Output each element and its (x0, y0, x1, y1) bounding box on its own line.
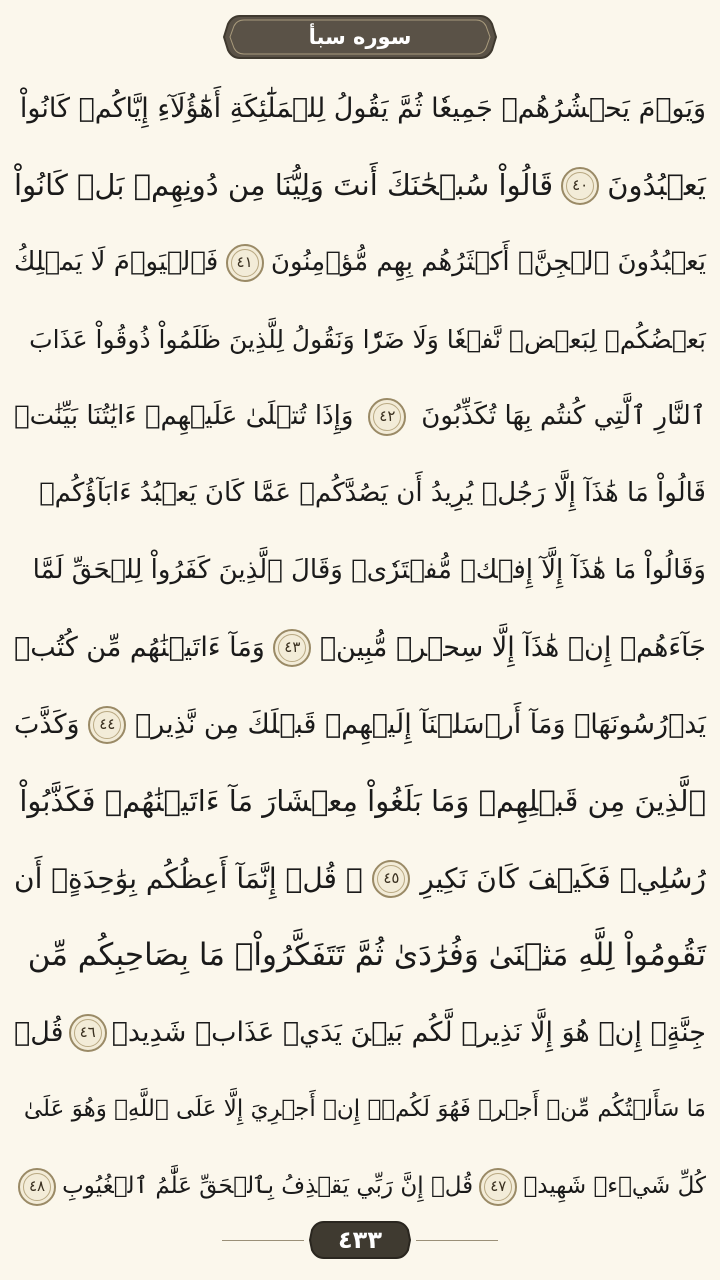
verse-text: ۞ قُلۡ إِنَّمَآ أَعِظُكُم بِوَٰحِدَةٍۖ أَن (14, 862, 363, 895)
verse-line (14, 763, 706, 840)
verse-text: قَالُواْ سُبۡحَٰنَكَ أَنتَ وَلِيُّنَا مِن دُونِهِمۖ بَلۡ كَانُواْ (14, 168, 554, 202)
verse-text: وَمَآ ءَاتَيۡنَٰهُم مِّن كُتُبٖ (14, 632, 265, 663)
ayah-number-marker: ٤٢ (368, 398, 406, 436)
verse-text: ٱلَّذِينَ مِن قَبۡلِهِمۡ وَمَا بَلَغُواْ مِعۡشَارَ مَآ ءَاتَيۡنَٰهُمۡ فَكَذَّبُواْ (19, 784, 706, 818)
verse-lines (14, 70, 706, 1225)
verse-text: مَا سَأَلۡتُكُم مِّنۡ أَجۡرٖ فَهُوَ لَكُمۡۖ إِنۡ أَجۡرِيَ إِلَّا عَلَى ٱللَّهِۖ وَهُوَ عَلَىٰ (23, 1096, 706, 1122)
verse-text: كُلِّ شَيۡءٖ شَهِيدٞ (523, 1173, 706, 1199)
verse-line (14, 301, 706, 378)
verse-text: وَإِذَا تُتۡلَىٰ عَلَيۡهِمۡ ءَايَٰتُنَا بَيِّنَٰتٖ (14, 401, 354, 431)
verse-line (14, 609, 706, 686)
verse-text: ٱلنَّارِ ٱلَّتِي كُنتُم بِهَا تُكَذِّبُونَ (421, 401, 706, 431)
ayah-number-marker: ٤١ (226, 244, 264, 282)
verse-text: يَعۡبُدُونَ (607, 168, 706, 202)
verse-text: وَكَذَّبَ (14, 709, 80, 740)
ayah-number-marker: ٤٧ (479, 1168, 517, 1206)
verse-text: بَعۡضُكُمۡ لِبَعۡضٖ نَّفۡعٗا وَلَا ضَرّٗا وَنَقُولُ لِلَّذِينَ ظَلَمُواْ ذُوقُواْ عَذَابَ (29, 325, 706, 354)
verse-line (14, 1071, 706, 1148)
sura-header (222, 14, 498, 60)
verse-text: فَٱلۡيَوۡمَ لَا يَمۡلِكُ (14, 247, 219, 277)
ayah-number-marker: ٤٤ (88, 706, 126, 744)
verse-text: جِنَّةٍۚ إِنۡ هُوَ إِلَّا نَذِيرٞ لَّكُم بَيۡنَ يَدَيۡ عَذَابٖ شَدِيدٖ (111, 1017, 706, 1048)
verse-text: وَيَوۡمَ يَحۡشُرُهُمۡ جَمِيعٗا ثُمَّ يَقُولُ لِلۡمَلَٰٓئِكَةِ أَهَٰٓؤُلَآءِ إِيَّاكُمۡ كَانُواْ (19, 93, 706, 124)
verse-line (14, 686, 706, 763)
verse-text: قُلۡ إِنَّ رَبِّي يَقۡذِفُ بِٱلۡحَقِّ عَلَّٰمُ ٱلۡغُيُوبِ (62, 1173, 474, 1199)
verse-line (14, 378, 706, 455)
verse-line (14, 70, 706, 147)
verse-text: قُلۡ (14, 1017, 64, 1048)
verse-line (14, 455, 706, 532)
verse-line (14, 994, 706, 1071)
page-number: ٤٣٣ (338, 1226, 382, 1254)
verse-line (14, 224, 706, 301)
verse-line (14, 1148, 706, 1225)
verse-text: قَالُواْ مَا هَٰذَآ إِلَّا رَجُلٞ يُرِيدُ أَن يَصُدَّكُمۡ عَمَّا كَانَ يَعۡبُدُ ءَابَآؤُكُمۡ (39, 478, 706, 508)
verse-text: يَعۡبُدُونَ ٱلۡجِنَّۖ أَكۡثَرُهُم بِهِم مُّؤۡمِنُونَ (270, 247, 706, 277)
page-footer (0, 1216, 720, 1264)
page-number-badge (308, 1220, 412, 1260)
verse-line (14, 840, 706, 917)
footer-rule-right (416, 1240, 498, 1241)
verse-text: يَدۡرُسُونَهَاۖ وَمَآ أَرۡسَلۡنَآ إِلَيۡهِمۡ قَبۡلَكَ مِن نَّذِيرٖ (135, 709, 706, 740)
ayah-number-marker: ٤٨ (18, 1168, 56, 1206)
verse-text: وَقَالُواْ مَا هَٰذَآ إِلَّآ إِفۡكٞ مُّفۡتَرٗىۚ وَقَالَ ٱلَّذِينَ كَفَرُواْ لِلۡحَقِّ لَمَّا (32, 555, 706, 585)
ayah-number-marker: ٤٣ (273, 629, 311, 667)
verse-line (14, 532, 706, 609)
ayah-number-marker: ٤٦ (69, 1014, 107, 1052)
verse-text: رُسُلِيۖ فَكَيۡفَ كَانَ نَكِيرِ (420, 862, 706, 895)
ayah-number-marker: ٤٥ (372, 860, 410, 898)
verse-text: تَقُومُواْ لِلَّهِ مَثۡنَىٰ وَفُرَٰدَىٰ ثُمَّ تَتَفَكَّرُواْۚ مَا بِصَاحِبِكُم مِّن (27, 937, 706, 973)
ayah-number-marker: ٤٠ (561, 167, 599, 205)
sura-title: سوره سبأ (308, 25, 412, 49)
verse-line (14, 147, 706, 224)
footer-rule-left (222, 1240, 304, 1241)
verse-text: جَآءَهُمۡ إِنۡ هَٰذَآ إِلَّا سِحۡرٞ مُّبِينٞ (319, 632, 706, 663)
verse-line (14, 917, 706, 994)
